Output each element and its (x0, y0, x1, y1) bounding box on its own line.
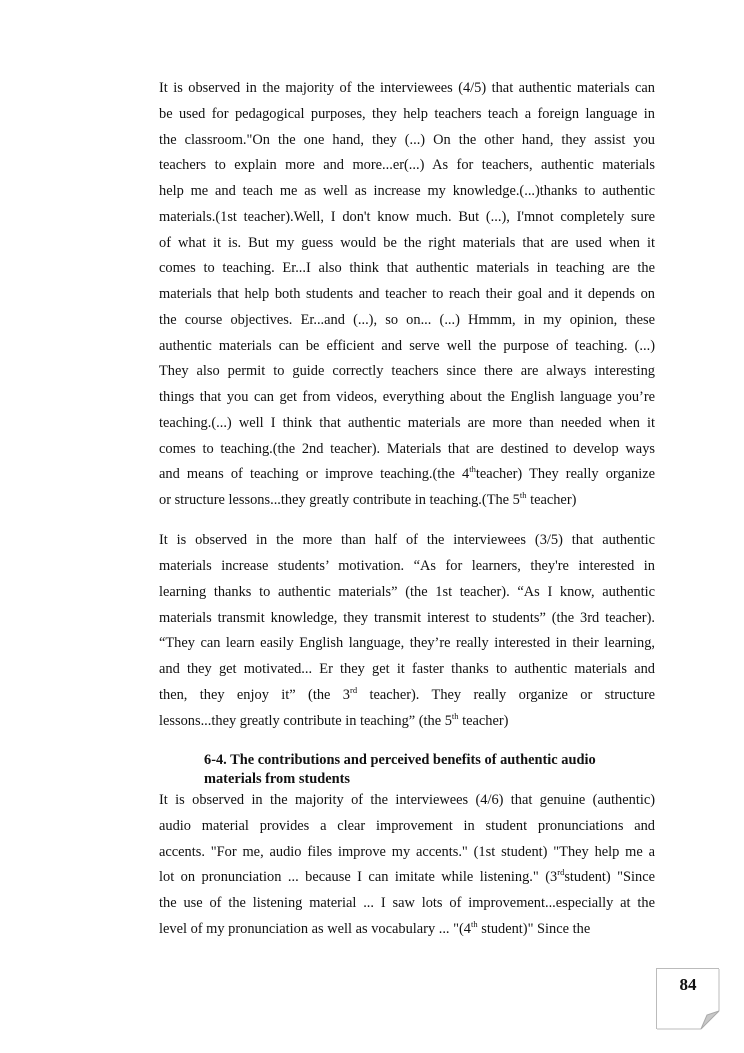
text-segment: It is observed in the majority of the interviewees (4/6) that genuine (authentic) (159, 792, 655, 808)
text-segment: audio material provides a clear improvement in student pronunciations and (159, 817, 655, 834)
text-segment: or structure lessons...they greatly contribute in teaching.(The 5 (159, 492, 520, 508)
superscript: th (519, 490, 527, 500)
text-segment: teachers to explain more and more...er(...) As for teachers, authentic materials (159, 157, 655, 174)
text-segment: the use of the listening material ... I saw lots of improvement...especially at the (159, 895, 655, 912)
text-segment: materials.(1st teacher).Well, I don't know much. But (...), I'mnot completely sure (159, 208, 655, 225)
text-line (159, 660, 655, 678)
superscript: th (469, 464, 476, 475)
page-number: 84 (679, 975, 697, 994)
text-segment: level of my pronunciation as well as vocabulary ... "(4 (159, 921, 471, 937)
text-line (159, 440, 655, 458)
text-line (159, 208, 655, 226)
text-segment: authentic materials can be efficient and serve well the purpose of teaching. (...) (159, 337, 655, 354)
text-segment: the course objectives. Er...and (...), so on... (...) Hmmm, in my opinion, these (159, 311, 655, 328)
text-segment: help me and teach me as well as increase my knowledge.(...)thanks to authentic (159, 183, 655, 199)
text-line (159, 131, 655, 149)
text-segment: They also permit to guide correctly teachers since there are always interesting (159, 363, 655, 380)
text-segment: learning thanks to authentic materials” (the 1st teacher). “As I know, authentic (159, 583, 655, 600)
text-segment: teacher) They really organize (475, 466, 656, 483)
superscript: th (451, 710, 459, 721)
text-segment: teacher) (526, 492, 577, 508)
section-heading-line-2: materials from students (204, 771, 351, 787)
text-segment: materials transmit knowledge, they transmit interest to students” (the 3rd teacher). (159, 609, 655, 626)
text-line (159, 609, 655, 627)
text-line (159, 285, 655, 303)
text-segment: student) "Since (564, 869, 656, 886)
text-segment: “They can learn easily English language, they’re really interested in their learning, (159, 635, 655, 652)
text-segment: It is observed in the majority of the interviewees (4/5) that authentic materials can (159, 80, 655, 96)
text-segment: It is observed in the more than half of the interviewees (3/5) that authentic (159, 532, 655, 548)
text-line (159, 712, 655, 730)
superscript: rd (350, 685, 358, 696)
text-segment: then, they enjoy it” (the 3 (159, 687, 350, 704)
text-segment: materials that help both students and teacher to reach their goal and it depends on (159, 286, 655, 302)
text-line (159, 894, 655, 912)
text-line (159, 465, 655, 483)
text-segment: things that you can get from videos, everything about the English language you’re (159, 389, 655, 405)
page-number-box (656, 968, 719, 1029)
text-line (159, 156, 655, 174)
text-line (159, 817, 655, 835)
text-segment: comes to teaching. Er...I also think that authentic materials in teaching are the (159, 260, 655, 277)
text-segment: lessons...they greatly contribute in teaching” (the 5 (159, 712, 452, 729)
text-segment: teacher) (458, 712, 509, 729)
text-line (159, 259, 655, 277)
text-segment: student)" Since the (477, 921, 591, 937)
text-segment: lot on pronunciation ... because I can imitate while listening." (3 (159, 869, 558, 886)
text-segment: the classroom."On the one hand, they (...) On the other hand, they assist you (159, 131, 655, 148)
text-line (159, 634, 655, 652)
text-line (159, 920, 655, 938)
text-segment: of what it is. But my guess would be the right materials that are used when it (159, 234, 655, 251)
text-segment: teaching.(...) well I think that authentic materials are more than needed when it (159, 414, 655, 431)
text-line (159, 531, 655, 549)
text-segment: and means of teaching or improve teaching.(the 4 (159, 466, 470, 483)
text-line (159, 234, 655, 252)
text-line (159, 791, 655, 809)
text-segment: comes to teaching.(the 2nd teacher). Materials that are destined to develop ways (159, 440, 655, 457)
text-segment: and they get motivated... Er they get it faster thanks to authentic materials and (159, 661, 655, 678)
text-line (159, 105, 655, 123)
text-line (159, 311, 655, 329)
text-line (159, 337, 655, 355)
text-line (159, 388, 655, 406)
text-line (159, 583, 655, 601)
text-segment: teacher). They really organize or structure (357, 687, 655, 704)
text-segment: be used for pedagogical purposes, they help teachers teach a foreign language in (159, 105, 655, 122)
superscript: th (471, 919, 478, 929)
text-line (159, 362, 655, 380)
text-line (159, 868, 655, 886)
text-line (159, 79, 655, 97)
text-line (159, 557, 655, 575)
text-line (159, 491, 655, 509)
text-line (159, 182, 655, 200)
text-line (159, 843, 655, 861)
text-line (159, 414, 655, 432)
text-segment: accents. "For me, audio files improve my accents." (1st student) "They help me a (159, 843, 655, 860)
section-heading-line-1: 6-4. The contributions and perceived benefits of authentic audio (204, 752, 596, 768)
text-line (159, 686, 655, 704)
superscript: rd (557, 867, 565, 878)
text-segment: materials increase students’ motivation. “As for learners, they're interested in (159, 557, 655, 574)
